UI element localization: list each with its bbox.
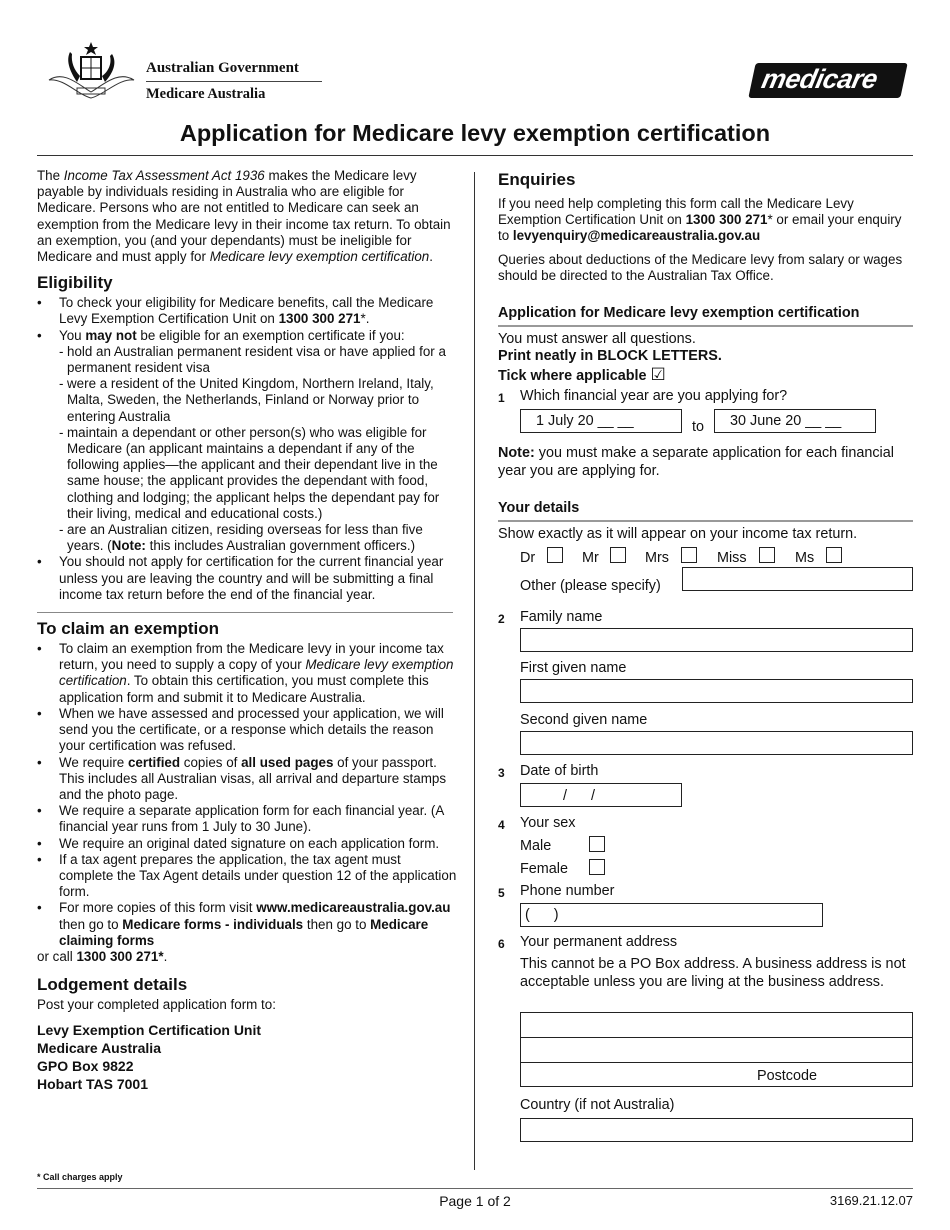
text-segment: The <box>37 168 64 183</box>
column-divider <box>474 172 475 1170</box>
medicare-logo-text: medicare <box>759 64 881 94</box>
list-item <box>37 328 457 344</box>
call-text <box>37 949 457 965</box>
phone-field[interactable] <box>520 903 823 927</box>
claim-list <box>37 641 457 949</box>
note-text <box>498 445 913 480</box>
country-label: Country (if not Australia) <box>520 1097 675 1113</box>
text-segment: You <box>59 327 86 343</box>
text-segment: www.medicareaustralia.gov.au <box>256 900 451 916</box>
text-segment: Medicare levy exemption certification <box>209 249 430 265</box>
text-segment: were a resident of the United Kingdom, Northern Ireland, Italy, Malta, Sweden, the Netherlands, Finland or Norway prior to entering Australia <box>67 376 434 424</box>
list-item <box>37 836 457 852</box>
intro-paragraph <box>37 168 457 265</box>
list-item <box>37 803 457 835</box>
question-number: 2 <box>498 612 505 626</box>
list-item <box>37 852 457 901</box>
to-year-label: 30 June 20 __ __ <box>730 413 842 429</box>
family-name-field[interactable] <box>520 628 913 652</box>
text-segment: When we have assessed and processed your application, we will send you the certificate, or a response which details the reason your certification was refused. <box>59 705 444 754</box>
text-segment: . <box>163 948 168 964</box>
text-segment: hold an Australian permanent resident visa or have applied for a permanent resident visa <box>67 343 446 376</box>
dob-field[interactable] <box>520 783 682 807</box>
list-item <box>37 344 457 376</box>
list-item <box>37 522 457 554</box>
text-segment: We require a separate application form for each financial year. (A financial year runs from 1 July to 30 June). <box>59 803 444 835</box>
financial-year-from-field[interactable] <box>520 409 682 433</box>
show-exactly-text: Show exactly as it will appear on your income tax return. <box>498 526 858 542</box>
text-segment: Medicare claiming forms <box>59 916 429 948</box>
other-title-label: Other (please specify) <box>520 578 661 594</box>
title-miss-checkbox[interactable] <box>759 547 775 563</box>
call-charges-note: * Call charges apply <box>37 1172 123 1182</box>
first-given-name-label: First given name <box>520 660 627 676</box>
list-item <box>37 295 457 327</box>
list-item <box>37 900 457 949</box>
text-segment: If a tax agent prepares the application, the tax agent must complete the Tax Agent details under question 12 of the application form. <box>59 851 457 900</box>
text-segment: 1300 300 271 <box>278 311 361 327</box>
title-ms-checkbox[interactable] <box>826 547 842 563</box>
phone-area-code: ( ) <box>525 907 559 923</box>
text-segment: . <box>429 249 433 265</box>
list-item <box>37 376 457 425</box>
postcode-label: Postcode <box>757 1068 818 1084</box>
agency-name: Medicare Australia <box>146 86 266 102</box>
text-segment: of your passport. This includes all Australian visas, all arrival and departure stamps and the photo page. <box>59 754 447 802</box>
phone-label: Phone number <box>520 883 615 899</box>
question-number: 4 <box>498 818 505 832</box>
answer-all-text: You must answer all questions. <box>498 331 696 347</box>
lodgement-heading: Lodgement details <box>37 975 188 995</box>
text-segment: all used pages <box>241 754 334 770</box>
address-label: Your permanent address <box>520 934 678 950</box>
address-line-1-field[interactable] <box>520 1012 913 1038</box>
text-segment: To check your eligibility for Medicare benefits, call the Medicare Levy Exemption Certification Unit on <box>59 295 434 327</box>
print-neatly-text: Print neatly in BLOCK LETTERS. <box>498 348 722 364</box>
divider <box>37 612 453 613</box>
dob-separators: / / <box>563 788 595 804</box>
claim-heading: To claim an exemption <box>37 619 220 639</box>
other-title-field[interactable] <box>682 567 913 591</box>
family-name-label: Family name <box>520 609 603 625</box>
male-checkbox[interactable] <box>589 836 605 852</box>
text-segment: makes the Medicare levy payable by individuals residing in Australia who are eligible for Medicare. Persons who are not entitled to Medicare can seek an exemption from the Medicare levy in their income tax return. To obtain an exemption, you (and your dependants) must be ineligible for Medicare and must apply for <box>37 168 451 265</box>
enquiries-text <box>498 196 913 245</box>
tick-text: Tick where applicable <box>498 368 647 384</box>
title-mrs-label: Mrs <box>645 550 669 566</box>
address-line-2-field[interactable] <box>520 1037 913 1063</box>
question-number: 1 <box>498 391 505 405</box>
checkbox-tick-icon: ☑ <box>650 365 666 384</box>
list-item <box>37 425 457 522</box>
address-line-3-field[interactable] <box>520 1062 913 1087</box>
text-segment: may not <box>85 327 137 343</box>
info-column <box>37 168 457 1094</box>
text-segment: Medicare levy exemption certification <box>59 657 454 689</box>
text-segment: then go to <box>303 916 371 932</box>
text-segment: Note: <box>498 445 535 461</box>
text-segment: 1300 300 271 <box>685 212 768 228</box>
address-line: Hobart TAS 7001 <box>37 1075 148 1092</box>
text-segment: To claim an exemption from the Medicare levy in your income tax return, you need to supply a copy of your <box>59 641 444 673</box>
text-segment: or call <box>37 948 77 964</box>
title-mrs-checkbox[interactable] <box>681 547 697 563</box>
text-segment: this includes Australian government officers.) <box>145 538 416 554</box>
queries-text: Queries about deductions of the Medicare levy from salary or wages should be directed to the Australian Tax Office. <box>498 252 903 284</box>
form-code: 3169.21.12.07 <box>829 1193 913 1208</box>
from-label: 1 July 20 __ __ <box>536 413 634 429</box>
text-segment: then go to <box>59 916 123 932</box>
page-number: Page 1 of 2 <box>439 1193 511 1209</box>
text-segment: certified <box>127 754 181 770</box>
title-dr-checkbox[interactable] <box>547 547 563 563</box>
text-segment: We require an original dated signature on each application form. <box>59 835 440 851</box>
female-label: Female <box>520 861 568 877</box>
question-number: 5 <box>498 886 505 900</box>
text-segment: you must make a separate application for each financial year you are applying for. <box>498 445 894 479</box>
second-given-name-label: Second given name <box>520 712 648 728</box>
page-title: Application for Medicare levy exemption certification <box>179 120 771 146</box>
dob-label: Date of birth <box>520 763 599 779</box>
sex-label: Your sex <box>520 815 576 831</box>
list-item <box>37 554 457 603</box>
text-segment: If you need help completing this form call the Medicare Levy Exemption Certification Unit on <box>498 196 854 228</box>
address-line: Levy Exemption Certification Unit <box>37 1022 262 1039</box>
text-segment: Medicare forms - individuals <box>122 916 304 932</box>
text-segment: We require <box>59 754 128 770</box>
address-line: Medicare Australia <box>37 1040 161 1057</box>
text-segment: copies of <box>180 754 242 770</box>
text-segment: be eligible for an exemption certificate if you: <box>136 327 405 343</box>
title-mr-checkbox[interactable] <box>610 547 626 563</box>
text-segment: You should not apply for certification for the current financial year unless you are leaving the country and will be submitting a final income tax return before the end of the financial year. <box>59 554 444 602</box>
title-ms-label: Ms <box>795 550 815 566</box>
female-checkbox[interactable] <box>589 859 605 875</box>
postal-address <box>37 1022 457 1093</box>
section-heading: Application for Medicare levy exemption certification <box>498 305 860 321</box>
text-segment: Note: <box>111 538 146 554</box>
text-segment: 1300 300 271* <box>76 948 164 964</box>
q1-label: Which financial year are you applying for? <box>520 388 788 404</box>
text-segment: maintain a dependant or other person(s) who was eligible for Medicare (an applicant maintains a dependant if any of the following applies—the applicant and their dependant live in the same house; the applicant provides the dependant with food, clothing and lodging; the applicant helps the dependant pay for their living, medical and educational costs.) <box>67 424 440 521</box>
coat-of-arms-logo <box>44 40 139 102</box>
country-field[interactable] <box>520 1118 913 1142</box>
male-label: Male <box>520 838 552 854</box>
text-segment: . To obtain this certification, you must complete this application form and submit it to Medicare Australia. <box>59 673 429 705</box>
gov-name: Australian Government <box>146 60 299 76</box>
text-segment: * or email your enquiry to <box>498 212 902 244</box>
your-details-heading: Your details <box>498 500 580 516</box>
to-label: to <box>692 419 705 435</box>
eligibility-list <box>37 295 457 603</box>
financial-year-to-field[interactable] <box>714 409 876 433</box>
text-segment: For more copies of this form visit <box>59 900 257 916</box>
address-line: GPO Box 9822 <box>37 1057 134 1074</box>
text-segment: Income Tax Assessment Act 1936 <box>63 168 265 183</box>
lodgement-text: Post your completed application form to: <box>37 997 276 1013</box>
tick-instruction <box>498 366 666 386</box>
question-number: 6 <box>498 937 505 951</box>
question-number: 3 <box>498 766 505 780</box>
list-item <box>37 706 457 755</box>
medicare-logo <box>748 63 907 98</box>
title-dr-label: Dr <box>520 550 536 566</box>
title-miss-label: Miss <box>717 550 747 566</box>
first-given-name-field[interactable] <box>520 679 913 703</box>
eligibility-heading: Eligibility <box>37 273 113 293</box>
list-item <box>37 755 457 804</box>
enquiries-heading: Enquiries <box>498 170 576 189</box>
text-segment: are an Australian citizen, residing overseas for less than five years. ( <box>67 522 423 554</box>
text-segment: levyenquiry@medicareaustralia.gov.au <box>512 228 761 244</box>
address-note: This cannot be a PO Box address. A business address is not acceptable unless you are living at the business address. <box>520 956 906 990</box>
list-item <box>37 641 457 706</box>
title-mr-label: Mr <box>582 550 599 566</box>
text-segment: *. <box>360 311 370 327</box>
second-given-name-field[interactable] <box>520 731 913 755</box>
